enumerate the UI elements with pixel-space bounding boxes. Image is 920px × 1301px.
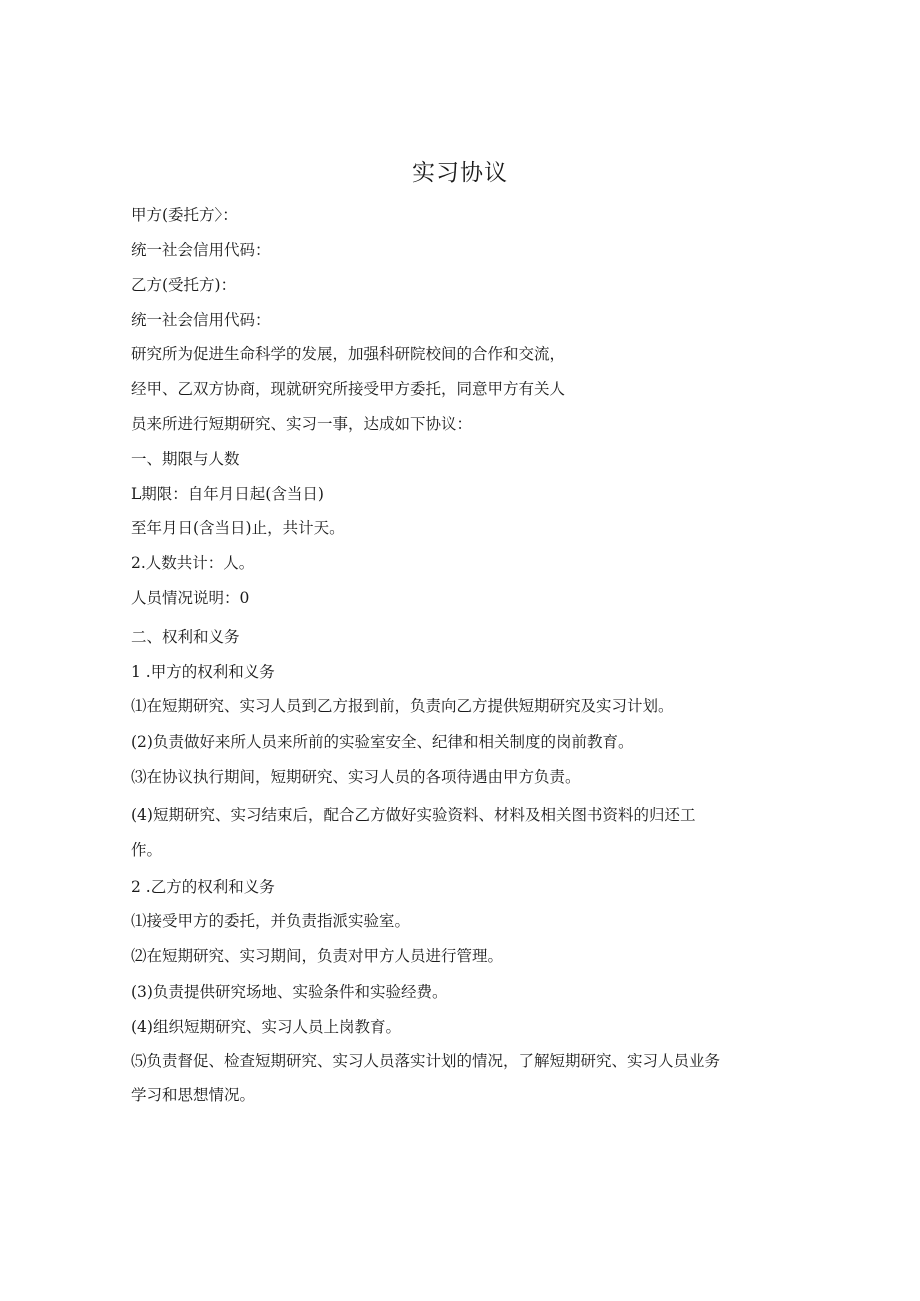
section-heading-term-and-headcount: 一、期限与人数 (131, 450, 240, 468)
subheading-party-a-obligations: 1 .甲方的权利和义务 (131, 663, 275, 681)
party-a-clause-4-continued: 作。 (131, 841, 163, 859)
party-b-clause-1: ⑴接受甲方的委托，并负责指派实验室。 (131, 912, 411, 930)
party-a-clause-4: (4)短期研究、实习结束后，配合乙方做好实验资料、材料及相关图书资料的归还工 (131, 806, 696, 824)
party-b-clause-5: ⑸负责督促、检查短期研究、实习人员落实计划的情况，了解短期研究、实习人员业务 (131, 1052, 721, 1070)
party-a-label: 甲方(委托方〉： (131, 206, 238, 224)
subheading-party-b-obligations: 2 .乙方的权利和义务 (131, 878, 275, 896)
preamble-line-3: 员来所进行短期研究、实习一事，达成如下协议： (131, 415, 473, 433)
party-a-clause-2: (2)负责做好来所人员来所前的实验室安全、纪律和相关制度的岗前教育。 (131, 733, 634, 751)
term-start-line: L期限：自年月日起(含当日) (131, 485, 324, 503)
section-heading-rights-and-obligations: 二、权利和义务 (131, 628, 240, 646)
headcount-line: 2.人数共计：人。 (131, 554, 255, 572)
party-a-clause-3: ⑶在协议执行期间，短期研究、实习人员的各项待遇由甲方负责。 (131, 768, 581, 786)
party-b-clause-2: ⑵在短期研究、实习期间，负责对甲方人员进行管理。 (131, 947, 504, 965)
preamble-line-2: 经甲、乙双方协商，现就研究所接受甲方委托，同意甲方有关人 (131, 380, 566, 398)
preamble-line-1: 研究所为促进生命科学的发展，加强科研院校间的合作和交流， (131, 345, 566, 363)
party-b-credit-code-label: 统一社会信用代码： (131, 311, 271, 329)
document-title: 实习协议 (412, 160, 508, 186)
party-b-clause-4: (4)组织短期研究、实习人员上岗教育。 (131, 1018, 401, 1036)
party-b-clause-3: (3)负责提供研究场地、实验条件和实验经费。 (131, 983, 448, 1001)
party-b-label: 乙方(受托方)： (131, 276, 237, 294)
party-a-credit-code-label: 统一社会信用代码： (131, 241, 271, 259)
personnel-note-line: 人员情况说明：0 (131, 589, 250, 607)
party-b-clause-5-continued: 学习和思想情况。 (131, 1086, 256, 1104)
term-end-line: 至年月日(含当日)止，共计天。 (131, 519, 345, 537)
party-a-clause-1: ⑴在短期研究、实习人员到乙方报到前，负责向乙方提供短期研究及实习计划。 (131, 697, 674, 715)
